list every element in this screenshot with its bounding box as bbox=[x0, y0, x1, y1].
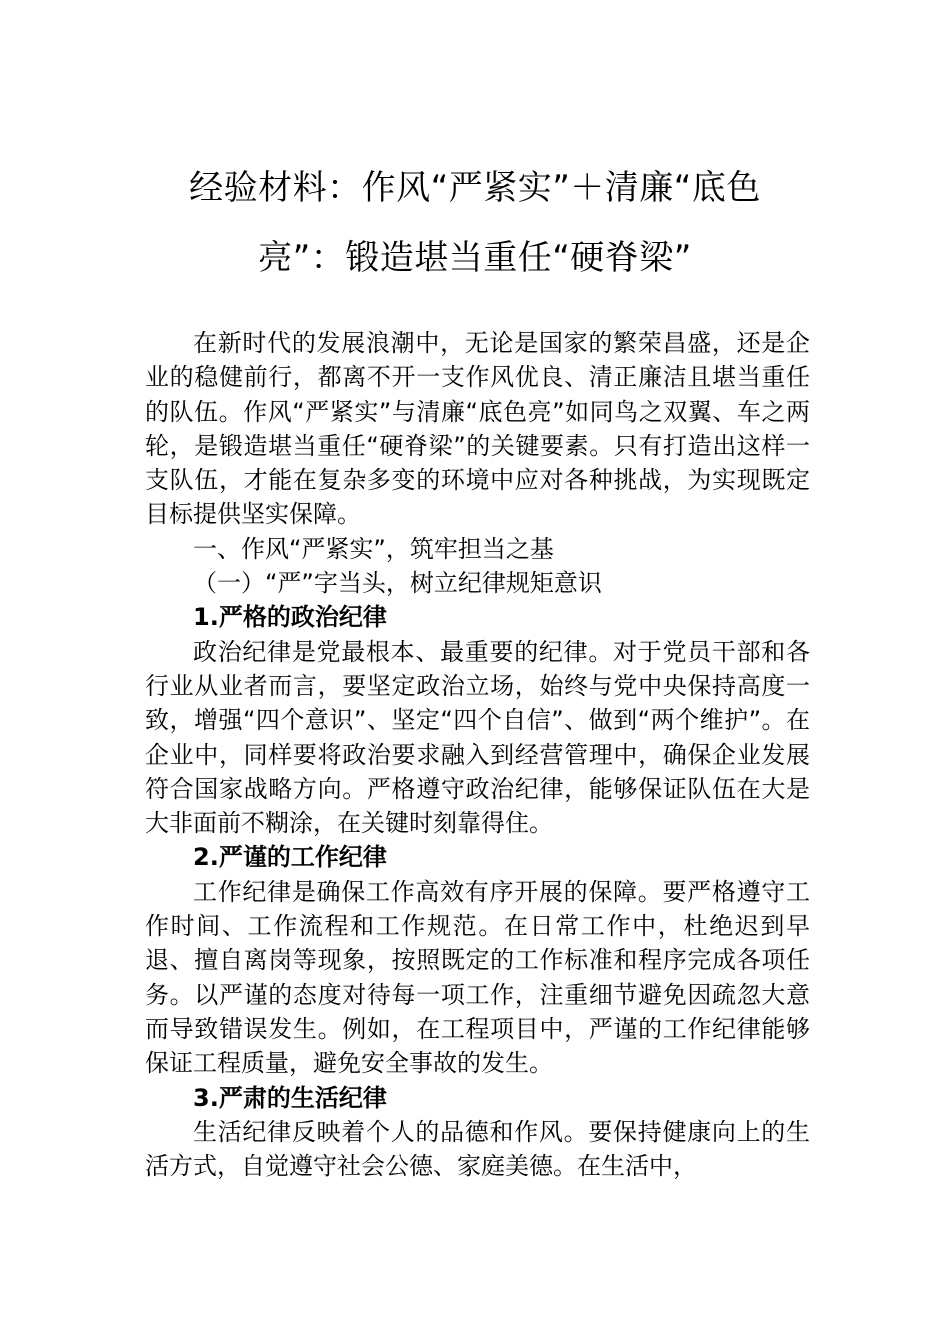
section-1-heading: 一、作风“严紧实”，筑牢担当之基 bbox=[193, 534, 554, 563]
point-3-heading: 3.严肃的生活纪律 bbox=[193, 1083, 387, 1112]
point-2-paragraph: 工作纪律是确保工作高效有序开展的保障。要严格遵守工作时间、工作流程和工作规范。在日常工作中，杜绝迟到早退、擅自离岗等现象，按照既定的工作标准和程序完成各项任务。以严谨的态度对待每一项工作，注重细节避免因疏忽大意而导致错误发生。例如，在工程项目中，严谨的工作纪律能够保证工程质量，避免安全事故的发生。 bbox=[145, 877, 810, 1078]
document-body bbox=[145, 326, 810, 1183]
intro-paragraph: 在新时代的发展浪潮中，无论是国家的繁荣昌盛，还是企业的稳健前行，都离不开一支作风优良、清正廉洁且堪当重任的队伍。作风“严紧实”与清廉“底色亮”如同鸟之双翼、车之两轮，是锻造堪当重任“硬脊梁”的关键要素。只有打造出这样一支队伍，才能在复杂多变的环境中应对各种挑战，为实现既定目标提供坚实保障。 bbox=[145, 329, 810, 529]
point-2-heading: 2.严谨的工作纪律 bbox=[193, 843, 387, 872]
point-3-paragraph: 生活纪律反映着个人的品德和作风。要保持健康向上的生活方式，自觉遵守社会公德、家庭美德。在生活中， bbox=[145, 1117, 810, 1181]
subsection-1-heading: （一）“严”字当头，树立纪律规矩意识 bbox=[193, 569, 602, 598]
document-title-line-2: 亮”：锻造堪当重任“硬脊梁” bbox=[258, 238, 692, 278]
document-title-line-1: 经验材料：作风“严紧实”＋清廉“底色 bbox=[189, 168, 761, 208]
point-1-heading: 1.严格的政治纪律 bbox=[193, 603, 387, 632]
point-1-paragraph: 政治纪律是党最根本、最重要的纪律。对于党员干部和各行业从业者而言，要坚定政治立场，始终与党中央保持高度一致，增强“四个意识”、坚定“四个自信”、做到“两个维护”。在企业中，同样要将政治要求融入到经营管理中，确保企业发展符合国家战略方向。严格遵守政治纪律，能够保证队伍在大是大非面前不糊涂，在关键时刻靠得住。 bbox=[145, 637, 810, 838]
